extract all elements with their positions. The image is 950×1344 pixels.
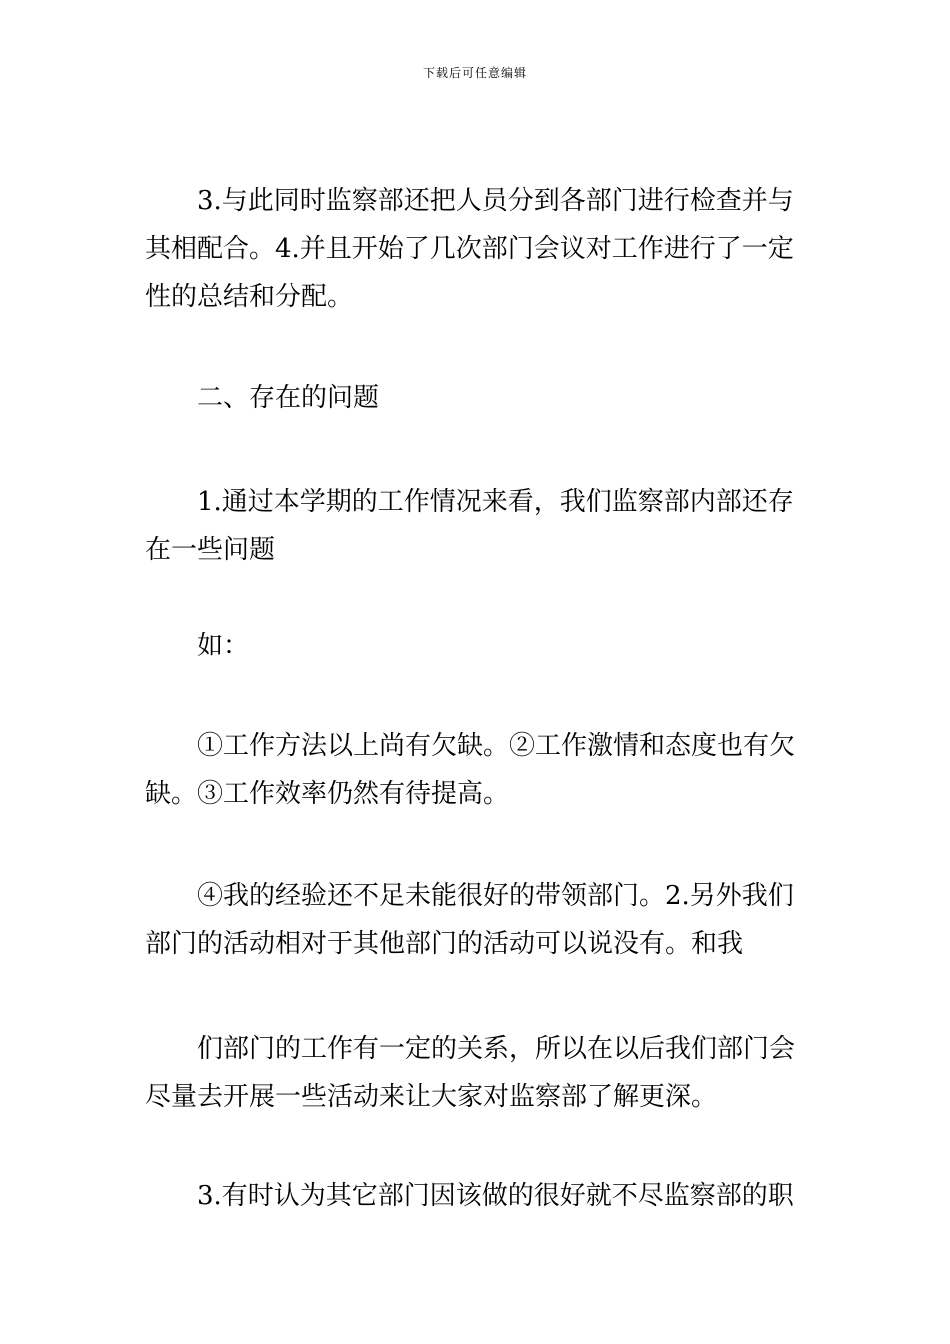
- paragraph-internal-problems: 1.通过本学期的工作情况来看，我们监察部内部还存在一些问题: [145, 487, 794, 565]
- paragraph-experience-activities: ④我的经验还不足未能很好的带领部门。2.另外我们部门的活动相对于其他部门的活动可以说没有。和我: [145, 881, 794, 959]
- page-header: 下载后可任意编辑: [422, 66, 527, 80]
- paragraph-shortcomings-list: ①工作方法以上尚有欠缺。②工作激情和态度也有欠缺。③工作效率仍然有待提高。: [145, 731, 796, 809]
- paragraph-future-activities: 们部门的工作有一定的关系，所以在以后我们部门会尽量去开展一些活动来让大家对监察部了解更深。: [145, 1034, 796, 1112]
- paragraph-other-departments: 3.有时认为其它部门因该做的很好就不尽监察部的职: [197, 1181, 794, 1211]
- paragraph-such-as: 如：: [197, 631, 250, 661]
- section-heading-problems: 二、存在的问题: [197, 383, 380, 413]
- paragraph-inspection-cooperation: 3.与此同时监察部还把人员分到各部门进行检查并与其相配合。4.并且开始了几次部门会议对工作进行了一定性的总结和分配。: [145, 186, 794, 312]
